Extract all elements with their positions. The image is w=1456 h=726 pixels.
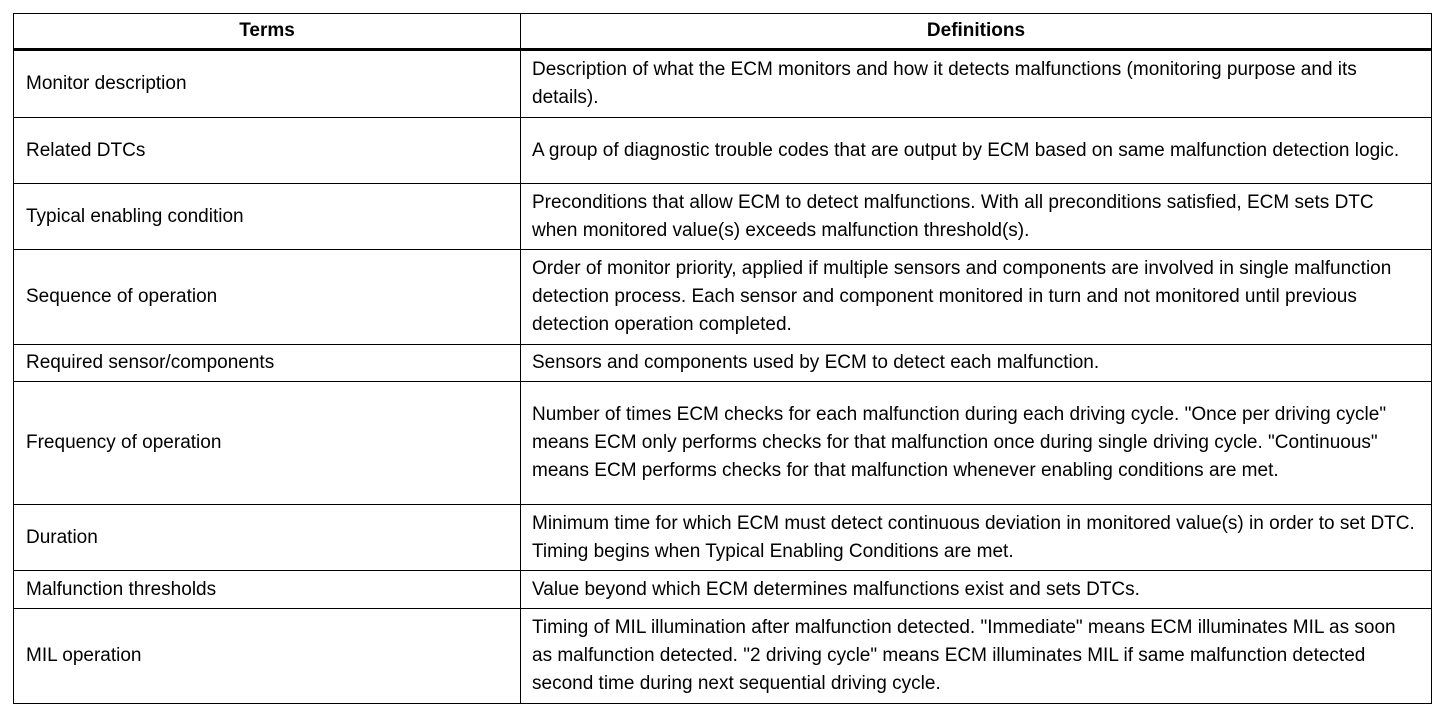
table-row (14, 184, 1432, 250)
table-row (14, 250, 1432, 345)
term-cell: Malfunction thresholds (14, 571, 521, 609)
table-row (14, 609, 1432, 704)
definition-cell: Value beyond which ECM determines malfunctions exist and sets DTCs. (521, 571, 1432, 609)
terms-definitions-table (13, 13, 1432, 704)
definition-cell: Number of times ECM checks for each malfunction during each driving cycle. "Once per driving cycle" means ECM only performs checks for that malfunction once during single driving cycle. "Continuous" means ECM performs checks for that malfunction whenever enabling conditions are met. (521, 382, 1432, 505)
term-cell: Frequency of operation (14, 382, 521, 505)
term-cell: Related DTCs (14, 118, 521, 184)
table-row (14, 505, 1432, 571)
term-cell: Monitor description (14, 50, 521, 118)
term-cell: MIL operation (14, 609, 521, 704)
term-cell: Typical enabling condition (14, 184, 521, 250)
table-row (14, 50, 1432, 118)
column-header-terms: Terms (14, 14, 521, 50)
table-row (14, 382, 1432, 505)
definition-cell: Order of monitor priority, applied if multiple sensors and components are involved in single malfunction detection process. Each sensor and component monitored in turn and not monitored until previous detection operation completed. (521, 250, 1432, 345)
table-row (14, 571, 1432, 609)
definition-cell: A group of diagnostic trouble codes that are output by ECM based on same malfunction detection logic. (521, 118, 1432, 184)
term-cell: Required sensor/components (14, 345, 521, 382)
term-cell: Sequence of operation (14, 250, 521, 345)
definition-cell: Description of what the ECM monitors and how it detects malfunctions (monitoring purpose and its details). (521, 50, 1432, 118)
column-header-definitions: Definitions (521, 14, 1432, 50)
table-row (14, 118, 1432, 184)
table-header-row (14, 14, 1432, 50)
definition-cell: Sensors and components used by ECM to detect each malfunction. (521, 345, 1432, 382)
table-row (14, 345, 1432, 382)
term-cell: Duration (14, 505, 521, 571)
definition-cell: Minimum time for which ECM must detect continuous deviation in monitored value(s) in order to set DTC. Timing begins when Typical Enabling Conditions are met. (521, 505, 1432, 571)
definition-cell: Preconditions that allow ECM to detect malfunctions. With all preconditions satisfied, ECM sets DTC when monitored value(s) exceeds malfunction threshold(s). (521, 184, 1432, 250)
definition-cell: Timing of MIL illumination after malfunction detected. "Immediate" means ECM illuminates MIL as soon as malfunction detected. "2 driving cycle" means ECM illuminates MIL if same malfunction detected second time during next sequential driving cycle. (521, 609, 1432, 704)
